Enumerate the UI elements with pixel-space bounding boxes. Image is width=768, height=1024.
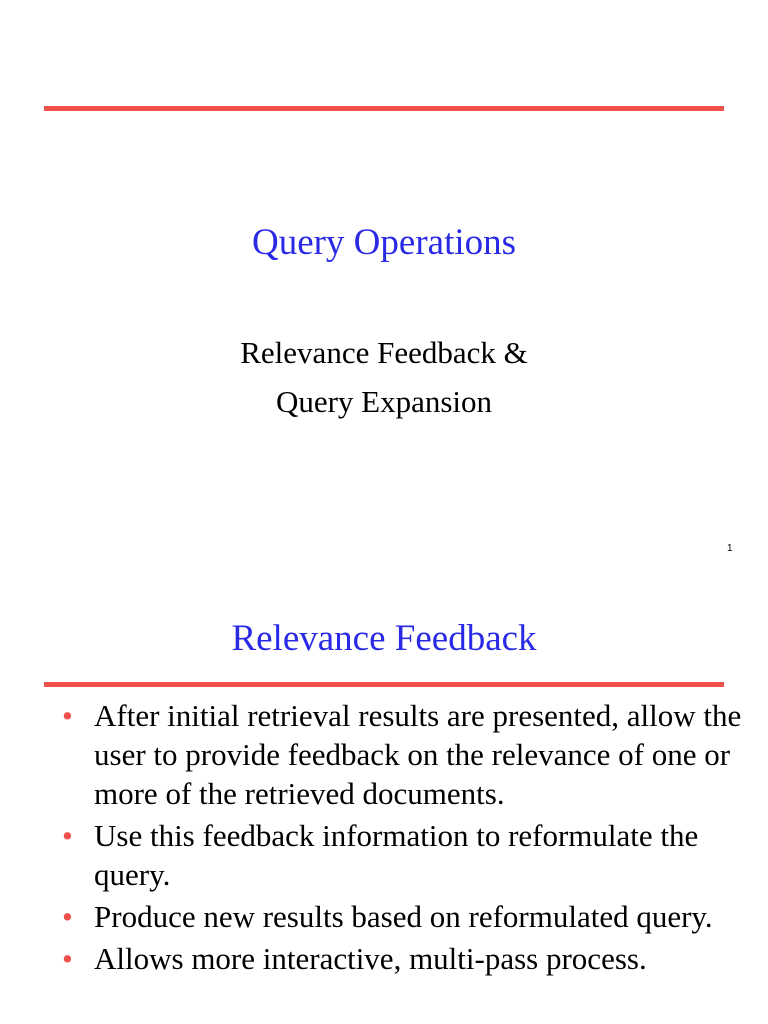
slide1-subtitle-line2: Query Expansion [275, 384, 493, 419]
bullet-dot-icon: • [62, 698, 73, 733]
slide2-title: Relevance Feedback [231, 618, 537, 659]
bullet-item [62, 939, 742, 978]
bullet-text: Use this feedback information to reformulate the query. [94, 818, 699, 892]
slide2-bullet-list [62, 696, 742, 981]
bullet-dot-icon: • [62, 899, 73, 934]
slide1-title: Query Operations [251, 222, 517, 263]
slide2-title-rule [44, 682, 724, 687]
bullet-dot-icon: • [62, 818, 73, 853]
bullet-text: After initial retrieval results are presented, allow the user to provide feedback on the relevance of one or more of the retrieved documents. [94, 698, 742, 811]
slide1-subtitle-line1: Relevance Feedback & [240, 335, 528, 370]
bullet-item [62, 816, 742, 894]
bullet-item [62, 897, 742, 936]
slide1-top-rule [44, 106, 724, 111]
bullet-item [62, 696, 742, 813]
bullet-text: Produce new results based on reformulated query. [94, 899, 713, 934]
bullet-text: Allows more interactive, multi-pass process. [94, 941, 647, 976]
slide1-page-number: 1 [727, 543, 733, 554]
bullet-dot-icon: • [62, 941, 73, 976]
